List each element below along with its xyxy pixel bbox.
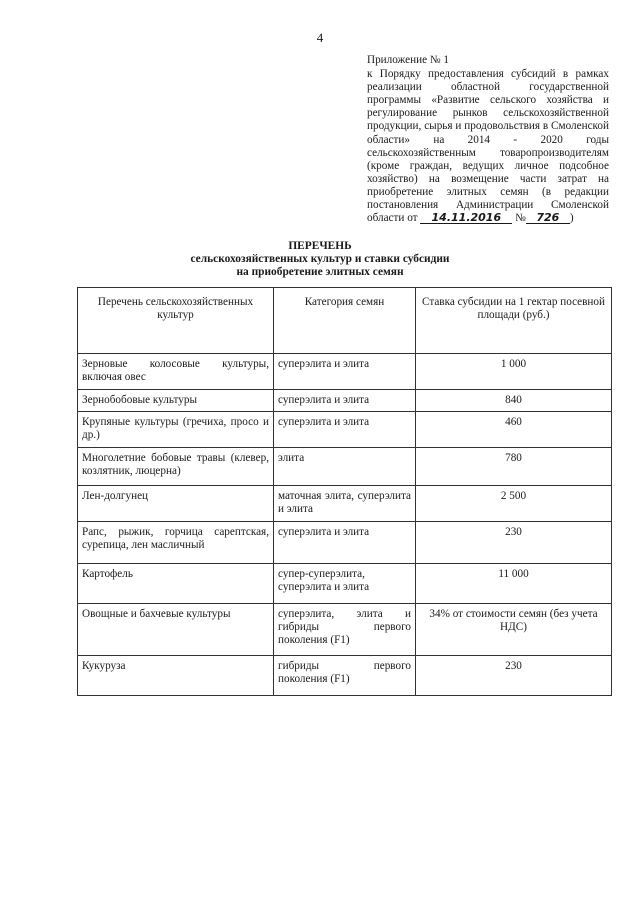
rate-cell: 2 500 [416, 486, 612, 522]
crop-cell: Картофель [78, 564, 274, 604]
table-row [78, 564, 612, 604]
table-row [78, 448, 612, 486]
rate-cell: 840 [416, 390, 612, 412]
table-row [78, 412, 612, 448]
rate-cell: 34% от стоимости семян (без учета НДС) [416, 604, 612, 656]
table-header-row [78, 288, 612, 354]
crop-cell: Кукуруза [78, 656, 274, 696]
category-cell: суперэлита и элита [274, 354, 416, 390]
appendix-body [367, 68, 609, 225]
appendix-tail-suffix: ) [569, 212, 574, 225]
subsidy-table [77, 287, 612, 696]
category-cell: суперэлита и элита [274, 522, 416, 564]
appendix-tail-prefix: области от [367, 212, 418, 225]
rate-cell: 460 [416, 412, 612, 448]
category-cell: суперэлита и элита [274, 390, 416, 412]
number-label: № [515, 212, 526, 225]
category-cell: супер-суперэлита, суперэлита и элита [274, 564, 416, 604]
appendix-block [367, 54, 609, 225]
header-category: Категория семян [274, 288, 416, 354]
appendix-text: к Порядку предоставления субсидий в рамках реализации областной государственной программы «Развитие сельского хозяйства и регулирование рынков сельскохозяйственной продукции, сырья и продовольствия в Смоленской области» на 2014 - 2020 годы сельскохозяйственным товаропроизводителям (кроме граждан, ведущих личное подсобное хозяйство) на возмещение части затрат на приобретение элитных семян (в редакции постановления Администрации Смоленской [367, 68, 609, 212]
handwritten-number: 726 [526, 212, 570, 224]
handwritten-date: 14.11.2016 [420, 212, 512, 224]
crop-cell: Крупяные культуры (гречиха, просо и др.) [78, 412, 274, 448]
rate-cell: 230 [416, 656, 612, 696]
page-number: 4 [316, 30, 324, 45]
category-cell: элита [274, 448, 416, 486]
table-row [78, 604, 612, 656]
crop-cell: Овощные и бахчевые культуры [78, 604, 274, 656]
category-cell: гибриды первого поколения (F1) [274, 656, 416, 696]
rate-cell: 1 000 [416, 354, 612, 390]
crop-cell: Рапс, рыжик, горчица сарептская, сурепица, лен масличный [78, 522, 274, 564]
crop-cell: Лен-долгунец [78, 486, 274, 522]
crop-cell: Зерновые колосовые культуры, включая овес [78, 354, 274, 390]
category-cell: суперэлита, элита и гибриды первого поколения (F1) [274, 604, 416, 656]
table-row [78, 354, 612, 390]
table-row [78, 390, 612, 412]
title-line-1: ПЕРЕЧЕНЬ [288, 240, 352, 252]
table-row [78, 656, 612, 696]
table-row [78, 522, 612, 564]
rate-cell: 230 [416, 522, 612, 564]
category-cell: маточная элита, суперэлита и элита [274, 486, 416, 522]
rate-cell: 11 000 [416, 564, 612, 604]
header-rate: Ставка субсидии на 1 гектар посевной площади (руб.) [416, 288, 612, 354]
title-line-3: на приобретение элитных семян [236, 266, 404, 278]
appendix-header: Приложение № 1 [367, 54, 449, 66]
table-row [78, 486, 612, 522]
category-cell: суперэлита и элита [274, 412, 416, 448]
crop-cell: Многолетние бобовые травы (клевер, козлятник, люцерна) [78, 448, 274, 486]
rate-cell: 780 [416, 448, 612, 486]
crop-cell: Зернобобовые культуры [78, 390, 274, 412]
title-line-2: сельскохозяйственных культур и ставки субсидии [190, 253, 450, 265]
document-title [0, 240, 640, 279]
header-crops: Перечень сельскохозяйственных культур [78, 288, 274, 354]
